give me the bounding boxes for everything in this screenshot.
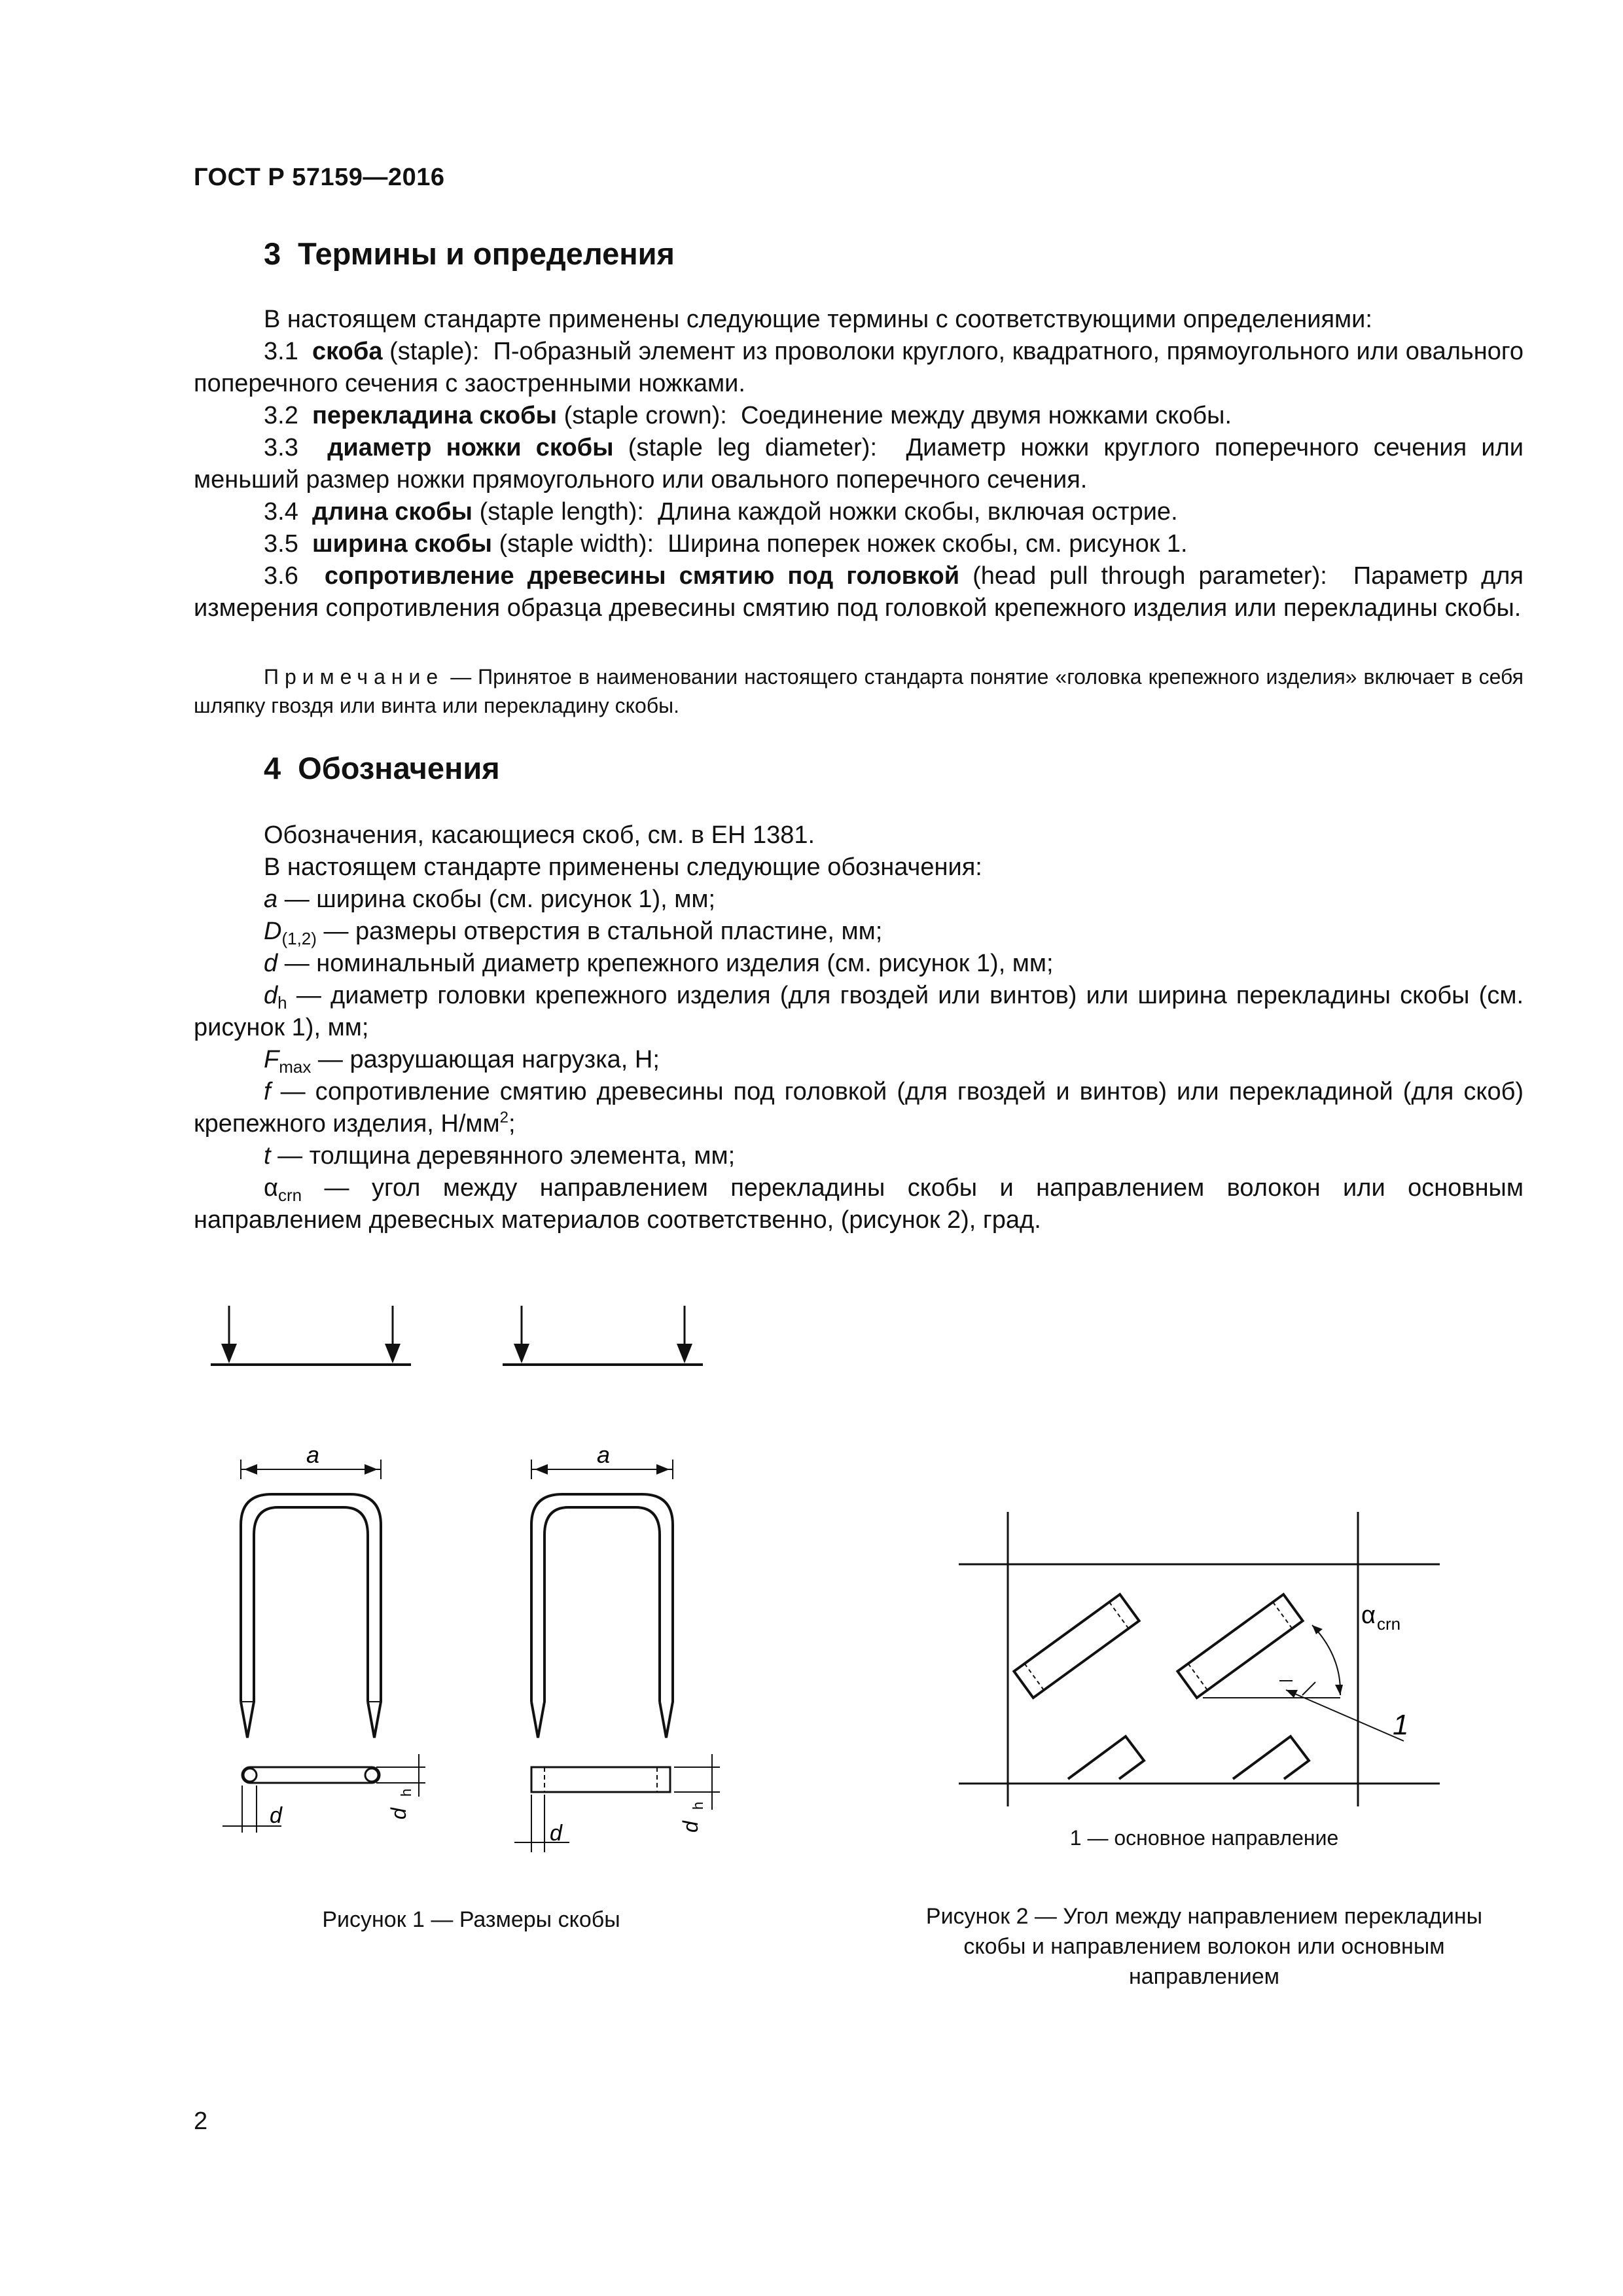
figure-2-caption-line-3: направлением [1129, 1964, 1279, 1989]
figure-1-label-dh-right-sub: h [690, 1801, 706, 1810]
term-definition: Ширина поперек ножек скобы, см. рисунок 1. [668, 530, 1188, 558]
symbol-t [194, 1140, 1524, 1172]
symbol-superscript: 2 [499, 1109, 508, 1126]
symbol-f [194, 1076, 1524, 1140]
term-number: 3.2 [264, 402, 298, 429]
section-3-note [194, 662, 1524, 720]
figure-2-angle-label: α [1361, 1602, 1376, 1629]
figure-2-legend [975, 1823, 1433, 1853]
figure-1-caption: Рисунок 1 — Размеры скобы [322, 1907, 620, 1932]
term-definition: Параметр для измерения сопротивления образца древесины смятию под головкой крепежного изделия или перекладины скобы. [194, 562, 1524, 622]
section-round [223, 1754, 425, 1833]
figure-2-caption-line-1: Рисунок 2 — Угол между направлением перекладины [925, 1904, 1483, 1929]
term-number: 3.6 [264, 562, 298, 590]
staple-bottom-left [1068, 1736, 1144, 1779]
symbol-a [194, 884, 1524, 916]
section-rect [514, 1754, 720, 1852]
figure-1-label-a-left: a [306, 1441, 320, 1468]
symbol-letter: α [264, 1174, 278, 1202]
term-3-2 [194, 400, 1524, 432]
symbol-definition: — сопротивление смятию древесины под головкой (для гвоздей и винтов) или перекладиной (для скоб) крепежного изделия, Н/мм [194, 1078, 1524, 1138]
symbol-d [194, 948, 1524, 980]
symbol-letter: t [264, 1142, 271, 1170]
term-name: сопротивление древесины смятию под головкой [324, 562, 960, 590]
section-4-heading [264, 750, 500, 786]
symbol-Fmax [194, 1044, 1524, 1076]
term-english: (staple): [389, 338, 480, 365]
figure-1-label-dh-right: d [679, 1821, 702, 1833]
term-name: скоба [312, 338, 383, 365]
term-definition: Соединение между двумя ножками скобы. [740, 402, 1232, 429]
term-number: 3.4 [264, 498, 298, 526]
term-3-6 [194, 560, 1524, 624]
figure-1-label-dh-left: d [387, 1808, 410, 1820]
figure-1-label-d-right: d [550, 1821, 562, 1846]
section-3-body [194, 304, 1524, 624]
staple-top-left [1014, 1594, 1139, 1698]
term-definition: Длина каждой ножки скобы, включая острие. [658, 498, 1178, 526]
section-4-intro-1: Обозначения, касающиеся скоб, см. в ЕН 1381. [264, 821, 815, 849]
term-number: 3.5 [264, 530, 298, 558]
section-4-title: Обозначения [298, 751, 500, 785]
term-english: (staple length): [479, 498, 644, 526]
term-english: (staple crown): [563, 402, 727, 429]
term-3-1 [194, 336, 1524, 400]
symbol-subscript: crn [277, 1185, 302, 1205]
symbol-subscript: max [279, 1057, 312, 1077]
symbol-letter: d [264, 982, 278, 1009]
figure-2-caption-line-2: скобы и направлением волокон или основным [963, 1934, 1445, 1959]
symbol-definition: — разрушающая нагрузка, Н; [311, 1046, 660, 1073]
symbol-dh [194, 980, 1524, 1044]
figure-2-drawing [942, 1499, 1466, 1813]
section-4-body [194, 819, 1524, 1236]
section-4-number: 4 [264, 751, 281, 785]
symbol-definition: — ширина скобы (см. рисунок 1), мм; [277, 886, 716, 913]
symbol-tail: ; [508, 1110, 516, 1138]
note-text: — Принятое в наименовании настоящего стандарта понятие «головка крепежного изделия» включает в себя шляпку гвоздя или винта или перекладину скобы. [194, 665, 1524, 717]
symbol-letter: d [264, 950, 278, 977]
term-number: 3.3 [264, 434, 298, 461]
symbol-definition: — диаметр головки крепежного изделия (для гвоздей или винтов) или ширина перекладины скобы (см. рисунок 1), мм; [194, 982, 1524, 1041]
term-name: перекладина скобы [312, 402, 558, 429]
symbol-letter: F [264, 1046, 279, 1073]
symbol-letter: f [264, 1078, 271, 1105]
term-3-5 [194, 528, 1524, 560]
figure-1-drawing [196, 1283, 740, 1865]
figure-2-caption [844, 1901, 1564, 1992]
symbol-definition: — толщина деревянного элемента, мм; [270, 1142, 736, 1170]
term-english: (staple width): [499, 530, 654, 558]
section-3-title: Термины и определения [298, 236, 675, 271]
term-name: ширина скобы [312, 530, 492, 558]
symbol-definition: — номинальный диаметр крепежного изделия (см. рисунок 1), мм; [277, 950, 1054, 977]
symbol-letter: a [264, 886, 278, 913]
term-definition: Диаметр ножки круглого поперечного сечения или меньший размер ножки прямоугольного или овального поперечного сечения. [194, 434, 1524, 493]
symbol-D12 [194, 916, 1524, 948]
symbol-definition: — размеры отверстия в стальной пластине, мм; [316, 918, 883, 945]
section-3-heading [264, 236, 675, 272]
section-3-intro: В настоящем стандарте применены следующие термины с соответствующими определениями: [264, 306, 1372, 333]
page-number: 2 [194, 2108, 208, 2135]
figure-2-marker: 1 [1393, 1709, 1409, 1741]
figure-1-label-d-left: d [270, 1803, 282, 1828]
staple-rect-wire [531, 1460, 673, 1738]
symbol-definition: — угол между направлением перекладины скобы и направлением волокон или основным направлением древесных материалов соответственно, (рисунок 2), град. [194, 1174, 1524, 1234]
term-name: длина скобы [312, 498, 473, 526]
term-english: (staple leg diameter): [628, 434, 878, 461]
symbol-subscript: (1,2) [281, 929, 317, 948]
term-3-3 [194, 432, 1524, 496]
term-3-4 [194, 496, 1524, 528]
term-definition: П-образный элемент из проволоки круглого, квадратного, прямоугольного или овального поперечного сечения с заостренными ножками. [194, 338, 1524, 397]
note-label: Примечание [264, 665, 444, 689]
symbol-letter: D [264, 918, 282, 945]
figure-2-legend-text: 1 — основное направление [1069, 1826, 1339, 1850]
figure-2-angle-sub: crn [1377, 1614, 1401, 1634]
staple-round-wire [241, 1460, 381, 1738]
section-3-number: 3 [264, 236, 281, 271]
section-4-intro-2: В настоящем стандарте применены следующие обозначения: [264, 853, 982, 881]
staple-top-right [1177, 1594, 1302, 1698]
staple-bottom-right [1233, 1736, 1309, 1779]
figure-1-label-a-right: a [596, 1441, 611, 1468]
angle-arc [1312, 1625, 1340, 1695]
symbol-alpha [194, 1172, 1524, 1236]
figure-1-label-dh-left-sub: h [398, 1788, 414, 1797]
symbol-subscript: h [277, 993, 287, 1013]
document-code: ГОСТ Р 57159—2016 [194, 164, 445, 191]
term-name: диаметр ножки скобы [327, 434, 614, 461]
term-english: (head pull through parameter): [972, 562, 1327, 590]
term-number: 3.1 [264, 338, 298, 365]
